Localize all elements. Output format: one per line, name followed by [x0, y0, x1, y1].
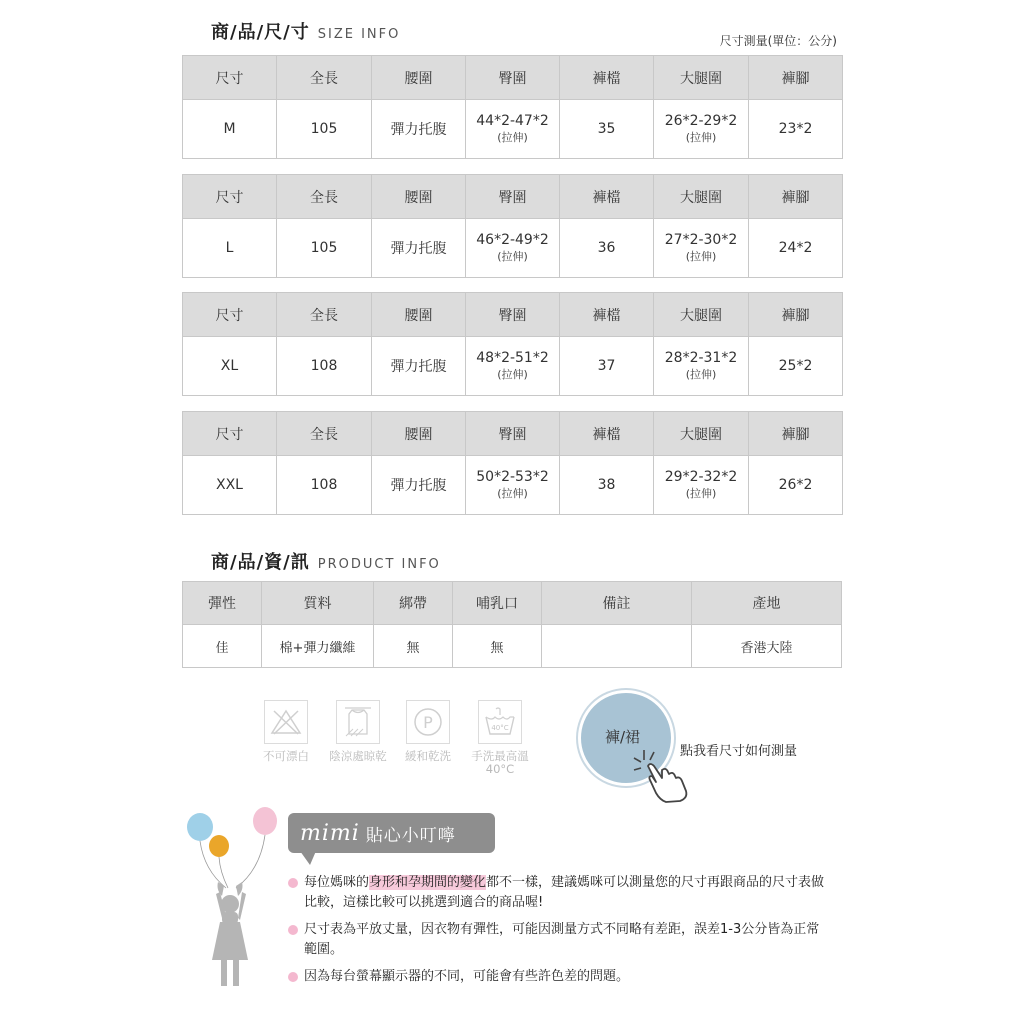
- unit-note: 尺寸測量(單位：公分): [719, 34, 837, 48]
- header-cell: 產地: [692, 582, 842, 625]
- header-cell: 腰圍: [372, 175, 466, 219]
- care-label-line: 手洗最高溫: [471, 749, 529, 763]
- tip-item: [290, 873, 830, 913]
- header-cell: 褲腳: [749, 412, 843, 456]
- size-table-header-row: [183, 293, 843, 337]
- care-item-shade-dry: [328, 700, 388, 763]
- size-table-header-row: [183, 175, 843, 219]
- rise-cell: 37: [560, 337, 654, 396]
- product-info-table: [182, 581, 842, 668]
- header-cell: 腰圍: [372, 412, 466, 456]
- care-item-gentle-dry-clean: [398, 700, 458, 763]
- header-cell: 臀圍: [466, 56, 560, 100]
- rise-cell: 38: [560, 456, 654, 515]
- remarks-cell: [542, 625, 692, 668]
- header-cell: 質料: [262, 582, 374, 625]
- size-table-header-row: [183, 412, 843, 456]
- care-item-hand-wash: [470, 700, 530, 776]
- hip-cell: [466, 337, 560, 396]
- stretch-note: (拉伸): [685, 368, 717, 381]
- header-cell: 全長: [277, 293, 372, 337]
- banner-tail: [300, 851, 316, 865]
- hem-cell: 26*2: [749, 456, 843, 515]
- stretch-note: (拉伸): [497, 250, 528, 263]
- product-info-title-zh: 商/品/資/訊: [211, 552, 310, 573]
- thigh-value: 29*2-32*2: [664, 469, 738, 485]
- product-info-title: [211, 548, 441, 574]
- header-cell: 大腿圍: [654, 175, 749, 219]
- hip-cell: [466, 456, 560, 515]
- origin-cell: 香港大陸: [692, 625, 842, 668]
- tips-title: 貼心小叮嚀: [365, 825, 456, 846]
- header-cell: 褲檔: [560, 412, 654, 456]
- header-cell: 臀圍: [466, 293, 560, 337]
- size-info-title-zh: 商/品/尺/寸: [211, 22, 310, 43]
- header-cell: 褲檔: [560, 56, 654, 100]
- hip-value: 46*2-49*2: [476, 232, 549, 248]
- nursing-opening-cell: 無: [453, 625, 542, 668]
- size-table: [182, 55, 843, 159]
- thigh-cell: [654, 100, 749, 159]
- tip-text-pre: 每位媽咪的: [304, 875, 370, 890]
- waist-cell: 彈力托腹: [372, 337, 466, 396]
- shade-dry-icon: [336, 700, 380, 744]
- stretch-note: (拉伸): [497, 487, 528, 500]
- no-bleach-icon: [264, 700, 308, 744]
- header-cell: 腰圍: [372, 293, 466, 337]
- hip-cell: [466, 219, 560, 278]
- girl-with-balloons-illustration: [180, 800, 290, 1000]
- size-cell: XL: [183, 337, 277, 396]
- strap-cell: 無: [374, 625, 453, 668]
- stretch-note: (拉伸): [685, 131, 717, 144]
- measure-guide-link[interactable]: 點我看尺寸如何測量: [680, 744, 798, 759]
- size-cell: XXL: [183, 456, 277, 515]
- header-cell: 大腿圍: [654, 56, 749, 100]
- waist-cell: 彈力托腹: [372, 100, 466, 159]
- product-table-header-row: [183, 582, 842, 625]
- header-cell: 褲檔: [560, 293, 654, 337]
- header-cell: 褲腳: [749, 175, 843, 219]
- thigh-value: 27*2-30*2: [664, 232, 738, 248]
- care-label: [470, 750, 530, 776]
- header-cell: 大腿圍: [654, 412, 749, 456]
- size-table-header-row: [183, 56, 843, 100]
- tip-text-post: 都不一樣，建議媽咪可以測量您的尺寸再跟商品的尺寸表做比較，這樣比較可以挑選到適合的商品喔!: [304, 875, 825, 910]
- header-cell: 全長: [277, 175, 372, 219]
- hip-value: 48*2-51*2: [476, 350, 549, 366]
- material-cell: 棉+彈力纖維: [262, 625, 374, 668]
- hip-value: 50*2-53*2: [476, 469, 549, 485]
- length-cell: 108: [277, 337, 372, 396]
- thigh-cell: [654, 456, 749, 515]
- header-cell: 臀圍: [466, 175, 560, 219]
- hip-value: 44*2-47*2: [476, 113, 549, 129]
- hem-cell: 25*2: [749, 337, 843, 396]
- length-cell: 105: [277, 100, 372, 159]
- thigh-cell: [654, 219, 749, 278]
- header-cell: 褲腳: [749, 293, 843, 337]
- tips-banner: [288, 813, 495, 853]
- size-info-title: [211, 18, 400, 44]
- dry-clean-p-icon: [406, 700, 450, 744]
- header-cell: 尺寸: [183, 412, 277, 456]
- stretch-note: (拉伸): [685, 487, 717, 500]
- product-info-title-en: PRODUCT INFO: [317, 557, 441, 572]
- care-item-no-bleach: [256, 700, 316, 763]
- table-row: [183, 456, 843, 515]
- length-cell: 105: [277, 219, 372, 278]
- header-cell: 全長: [277, 412, 372, 456]
- header-cell: 尺寸: [183, 175, 277, 219]
- care-label: 不可漂白: [263, 749, 309, 763]
- tip-text: 尺寸表為平放丈量，因衣物有彈性，可能因測量方式不同略有差距，誤差1-3公分皆為正常範圍。: [304, 922, 820, 957]
- bullet-dot: [288, 972, 298, 982]
- header-cell: 彈性: [183, 582, 262, 625]
- header-cell: 綁帶: [374, 582, 453, 625]
- tip-text: 因為每台螢幕顯示器的不同，可能會有些許色差的問題。: [304, 969, 630, 984]
- tip-text: [290, 873, 830, 913]
- balloon-orange: [209, 835, 229, 857]
- hem-cell: 24*2: [749, 219, 843, 278]
- tip-item: [290, 967, 830, 987]
- table-row: [183, 625, 842, 668]
- waist-cell: 彈力托腹: [372, 456, 466, 515]
- balloon-blue: [187, 813, 213, 841]
- measure-guide-label: 褲/裙: [605, 728, 641, 746]
- size-table: [182, 174, 843, 278]
- thigh-value: 26*2-29*2: [664, 113, 738, 129]
- hem-cell: 23*2: [749, 100, 843, 159]
- size-cell: M: [183, 100, 277, 159]
- tips-brand: mimi: [300, 820, 360, 846]
- tip-highlight: 身形和孕期間的變化: [369, 875, 487, 890]
- header-cell: 尺寸: [183, 293, 277, 337]
- header-cell: 備註: [542, 582, 692, 625]
- rise-cell: 36: [560, 219, 654, 278]
- length-cell: 108: [277, 456, 372, 515]
- svg-text:P: P: [423, 713, 433, 732]
- size-table: [182, 411, 843, 515]
- header-cell: 尺寸: [183, 56, 277, 100]
- care-label: 緩和乾洗: [405, 749, 451, 763]
- size-table: [182, 292, 843, 396]
- tip-item: [290, 920, 830, 960]
- elasticity-cell: 佳: [183, 625, 262, 668]
- size-info-title-en: SIZE INFO: [317, 27, 401, 42]
- stretch-note: (拉伸): [497, 368, 528, 381]
- thigh-value: 28*2-31*2: [664, 350, 738, 366]
- stretch-note: (拉伸): [497, 131, 528, 144]
- table-row: [183, 219, 843, 278]
- stretch-note: (拉伸): [685, 250, 717, 263]
- bullet-dot: [288, 878, 298, 888]
- header-cell: 褲腳: [749, 56, 843, 100]
- table-row: [183, 337, 843, 396]
- balloon-pink: [253, 807, 277, 835]
- thigh-cell: [654, 337, 749, 396]
- wash-temp: 40°C: [491, 724, 509, 732]
- header-cell: 哺乳口: [453, 582, 542, 625]
- hip-cell: [466, 100, 560, 159]
- bullet-dot: [288, 925, 298, 935]
- rise-cell: 35: [560, 100, 654, 159]
- size-cell: L: [183, 219, 277, 278]
- header-cell: 全長: [277, 56, 372, 100]
- care-label-temp: 40°C: [485, 762, 515, 776]
- waist-cell: 彈力托腹: [372, 219, 466, 278]
- hand-wash-icon: [478, 700, 522, 744]
- header-cell: 腰圍: [372, 56, 466, 100]
- header-cell: 臀圍: [466, 412, 560, 456]
- care-label: 陰涼處晾乾: [329, 749, 387, 763]
- table-row: [183, 100, 843, 159]
- header-cell: 大腿圍: [654, 293, 749, 337]
- header-cell: 褲檔: [560, 175, 654, 219]
